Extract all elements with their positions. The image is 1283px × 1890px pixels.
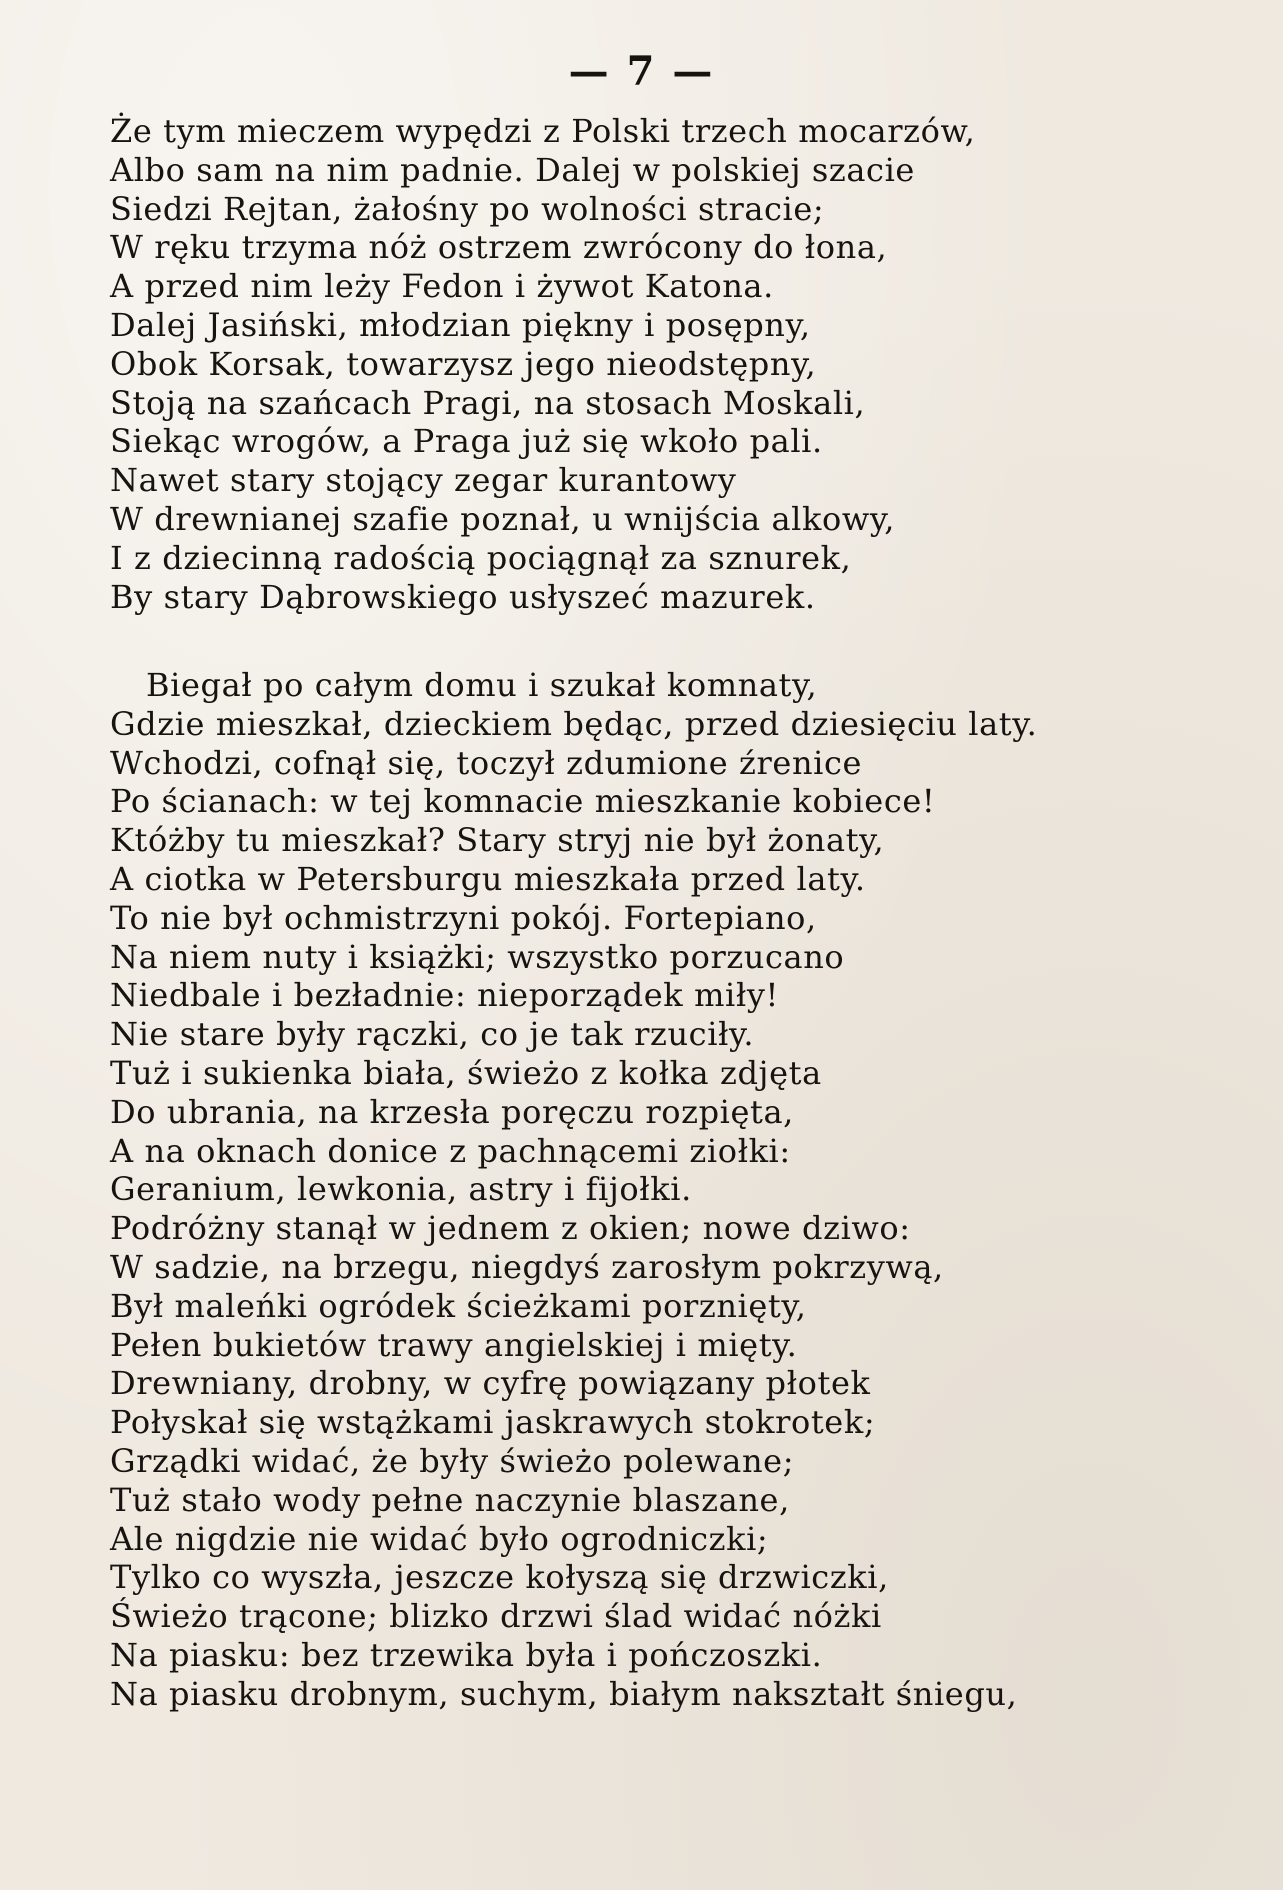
verse-line: Któżby tu mieszkał? Stary stryj nie był żonaty,	[110, 821, 885, 860]
stanza-2	[110, 666, 1190, 1714]
verse-line: Siedzi Rejtan, żałośny po wolności stracie;	[110, 189, 825, 228]
verse-line: Był maleńki ogródek ścieżkami porznięty,	[110, 1286, 807, 1325]
stanza-1	[110, 112, 1190, 616]
verse-line: W sadzie, na brzegu, niegdyś zarosłym pokrzywą,	[110, 1247, 944, 1286]
verse-line: Niedbale i bezładnie: nieporządek miły!	[110, 976, 779, 1015]
verse-line: Świeżo trącone; blizko drzwi ślad widać nóżki	[110, 1597, 882, 1636]
verse-line: Połyskał się wstążkami jaskrawych stokrotek;	[110, 1403, 876, 1442]
verse-line: Obok Korsak, towarzysz jego nieodstępny,	[110, 344, 817, 383]
verse-line: Drewniany, drobny, w cyfrę powiązany płotek	[110, 1364, 871, 1403]
verse-line: Stoją na szańcach Pragi, na stosach Moskali,	[110, 383, 866, 422]
verse-line: Na niem nuty i książki; wszystko porzucano	[110, 937, 845, 976]
verse-line: A na oknach donice z pachnącemi ziołki:	[110, 1131, 791, 1170]
verse-line: Do ubrania, na krzesła poręczu rozpięta,	[110, 1092, 794, 1131]
verse-line: Biegał po całym domu i szukał komnaty,	[146, 666, 818, 704]
page-number: — 7 —	[568, 48, 715, 95]
verse-line: A przed nim leży Fedon i żywot Katona.	[110, 267, 774, 306]
verse-line: Geranium, lewkonia, astry i fijołki.	[110, 1170, 692, 1209]
verse-line: Że tym mieczem wypędzi z Polski trzech mocarzów,	[110, 112, 976, 150]
verse-line: W drewnianej szafie poznał, u wnijścia alkowy,	[110, 499, 896, 538]
verse-line: Na piasku: bez trzewika była i pończoszki.	[110, 1635, 823, 1674]
verse-line: Albo sam na nim padnie. Dalej w polskiej szacie	[110, 150, 915, 189]
verse-line: Pełen bukietów trawy angielskiej i mięty.	[110, 1325, 798, 1364]
verse-line: W ręku trzyma nóż ostrzem zwrócony do łona,	[110, 228, 888, 267]
verse-line: Siekąc wrogów, a Praga już się wkoło pali.	[110, 422, 823, 461]
verse-line: Na piasku drobnym, suchym, białym nakształt śniegu,	[110, 1674, 1018, 1713]
verse-line: A ciotka w Petersburgu mieszkała przed laty.	[110, 859, 866, 898]
verse-line: By stary Dąbrowskiego usłyszeć mazurek.	[110, 577, 816, 616]
verse-line: Dalej Jasiński, młodzian piękny i posępny,	[110, 305, 811, 344]
verse-line: I z dziecinną radością pociągnął za sznurek,	[110, 538, 852, 577]
verse-line: Ale nigdzie nie widać było ogrodniczki;	[110, 1519, 769, 1558]
verse-line: Gdzie mieszkał, dzieckiem będąc, przed dziesięciu laty.	[110, 704, 1038, 743]
verse-line: Tuż stało wody pełne naczynie blaszane,	[110, 1480, 790, 1519]
verse-line: Tylko co wyszła, jeszcze kołyszą się drzwiczki,	[110, 1558, 889, 1597]
verse-line: Nie stare były rączki, co je tak rzuciły.	[110, 1015, 755, 1054]
verse-line: To nie był ochmistrzyni pokój. Fortepiano,	[110, 898, 817, 937]
verse-line: Podróżny stanął w jednem z okien; nowe dziwo:	[110, 1209, 911, 1248]
verse-line: Nawet stary stojący zegar kurantowy	[110, 461, 737, 500]
verse-line: Tuż i sukienka biała, świeżo z kołka zdjęta	[110, 1053, 822, 1092]
verse-line: Po ścianach: w tej komnacie mieszkanie kobiece!	[110, 782, 936, 821]
verse-line: Grządki widać, że były świeżo polewane;	[110, 1441, 795, 1480]
verse-line: Wchodzi, cofnął się, toczył zdumione źrenice	[110, 743, 863, 782]
